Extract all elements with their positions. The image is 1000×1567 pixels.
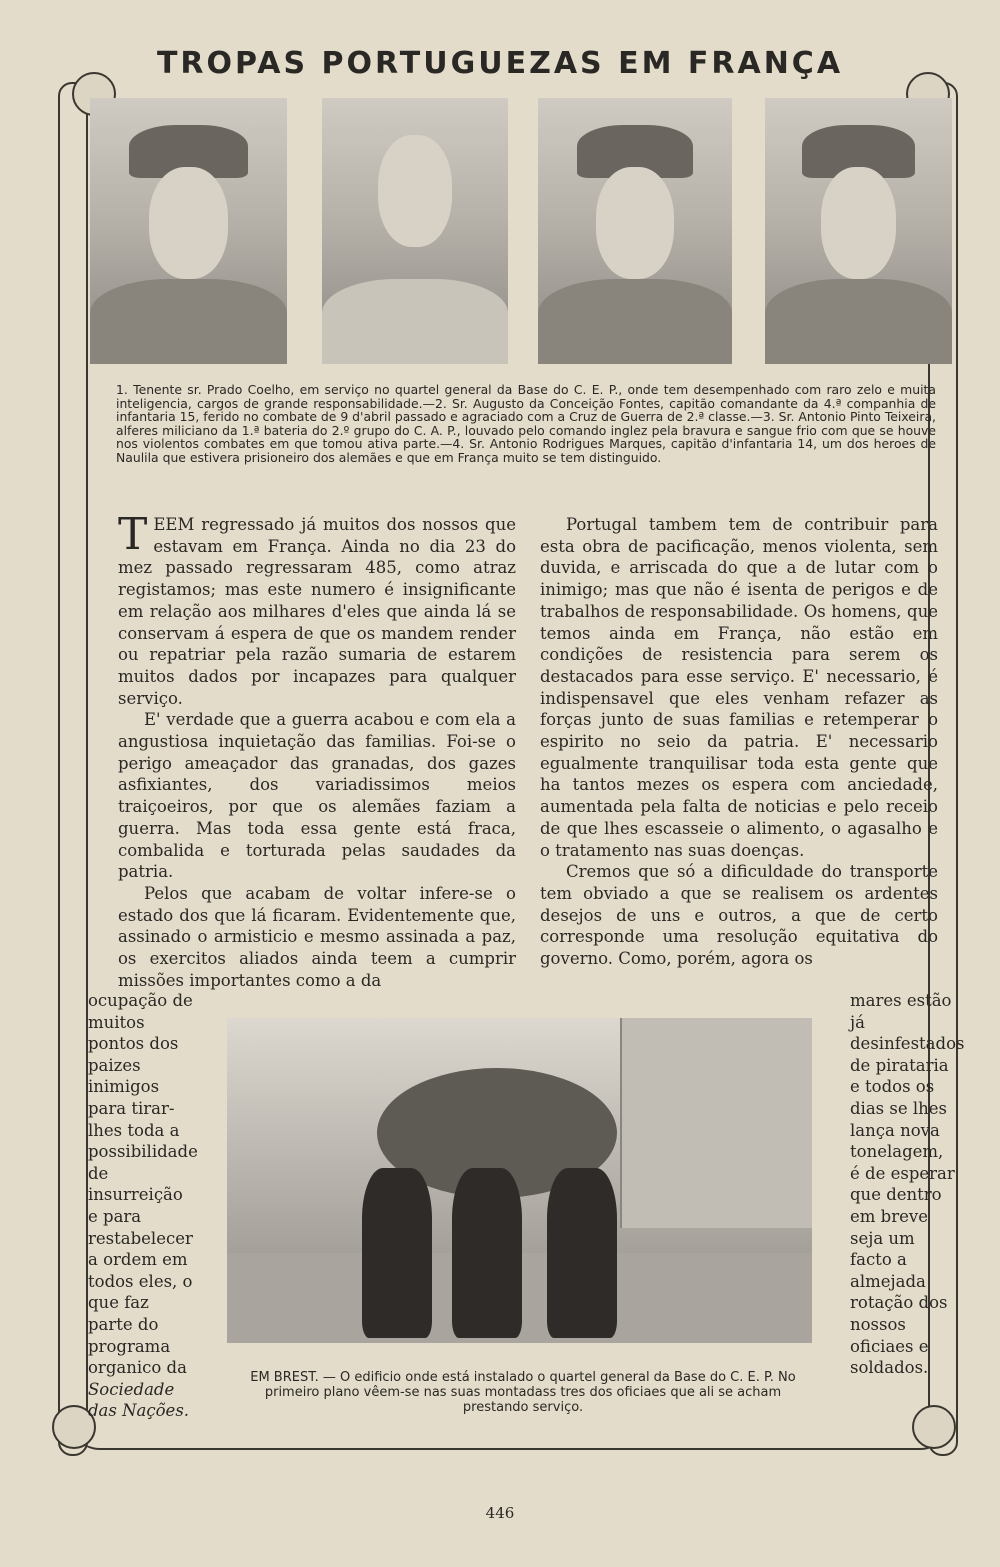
article-wraparound-right: mares estão já desinfestados de pirataria e todos os dias se lhes lança nova tonelagem, é de esperar que dentro em breve seja um facto a almejada rotação dos nossos oficiaes e soldados.: [850, 991, 965, 1378]
article-paragraph: [118, 509, 516, 709]
portrait-2: [322, 98, 508, 364]
portrait-4: [765, 98, 952, 364]
article-left-column: [118, 509, 516, 991]
portrait-1: [90, 98, 287, 364]
portraits-caption: 1. Tenente sr. Prado Coelho, em serviço no quartel general da Base do C. E. P., onde tem desempenhado com raro zelo e muita inteligencia, cargos de grande responsabilidade.—2. Sr. Augusto da Conceição Fontes, capitão comandante da 4.ª companhia de infantaria 15, ferido no combate de 9 d'abril passado e agraciado com a Cruz de Guerra de 2.ª classe.—3. Sr. Antonio Pinto Teixeira, alferes miliciano da 1.ª bateria do 2.º grupo do C. A. P., louvado pelo comando inglez pela bravura e sangue frio com que se houve nos violentos combates em que tomou ativa parte.—4. Sr. Antonio Rodrigues Marques, capitão d'infantaria 14, um dos heroes de Naulila que estivera prisioneiro dos alemães e que em França muito se tem distinguido.: [116, 382, 936, 465]
article-paragraph: Portugal tambem tem de contribuir para esta obra de pacificação, menos violenta, sem duvida, e arriscada do que a de lutar com o inimigo; mas que não é isenta de perigos e de trabalhos de responsabilidade. Os homens, que temos ainda em França, não estão em condições de resistencia para serem os destacados para esse serviço. E' necessario, é indispensavel que eles venham refazer as forças junto de suas familias e retemperar o espirito no seio da patria. E' necessario egualmente tranquilisar toda esta gente que ha tantos mezes os espera com anciedade, aumentada pela falta de noticias e pelo receio de que lhes escasseie o alimento, o agasalho e o tratamento nas suas doenças.: [540, 515, 938, 860]
article-paragraph: Pelos que acabam de voltar infere-se o estado dos que lá ficaram. Evidentemente que, assinado o armisticio e mesmo assinada a paz, os exercitos aliados ainda teem a cumprir missões importantes como a da: [118, 883, 516, 990]
portrait-3: [538, 98, 732, 364]
article-paragraph: Cremos que só a dificuldade do transporte tem obviado a que se realisem os ardentes desejos de uns e outros, a que de certo corresponde uma resolução equitativa do governo. Como, porém, agora os: [540, 862, 938, 969]
article-right-column: [540, 514, 938, 970]
article-text-italic: Sociedade das Nações.: [88, 1379, 190, 1421]
ornament-bottom-right: [912, 1405, 956, 1449]
photo-caption: EM BREST. — O edificio onde está instalado o quartel general da Base do C. E. P. No primeiro plano vêem-se nas suas montadass tres dos oficiaes que ali se acham prestando serviço.: [250, 1370, 796, 1415]
drop-cap: T: [118, 509, 148, 560]
page-number: 446: [485, 1504, 515, 1522]
article-text: ocupação de muitos pontos dos paizes inimigos para tirar-lhes toda a possibilidade de insurreição e para restabelecer a ordem em todos eles, o que faz parte do programa organico da: [88, 991, 198, 1378]
article-paragraph-text: EEM regressado já muitos dos nossos que estavam em França. Ainda no dia 23 do mez passado regressaram 485, como atraz registamos; mas este numero é insignificante em relação aos milhares d'eles que ainda lá se conservam á espera de que os mandem render ou repatriar pela razão sumaria de estarem muitos dados por incapazes para qualquer serviço.: [118, 515, 516, 708]
decorative-border-left: [58, 82, 88, 1456]
page-title: TROPAS PORTUGUEZAS EM FRANÇA: [156, 46, 844, 81]
article-paragraph: E' verdade que a guerra acabou e com ela a angustiosa inquietação das familias. Foi-se o perigo ameaçador das granadas, dos gazes asfixiantes, dos variadissimos meios traiçoeiros, por que os alemães faziam a guerra. Mas toda essa gente está fraca, combalida e torturada pelas saudades da patria.: [118, 710, 516, 882]
article-wraparound-left: [88, 990, 196, 1422]
photo-brest-headquarters: [227, 1018, 812, 1343]
decorative-border-bottom: [70, 1418, 950, 1450]
